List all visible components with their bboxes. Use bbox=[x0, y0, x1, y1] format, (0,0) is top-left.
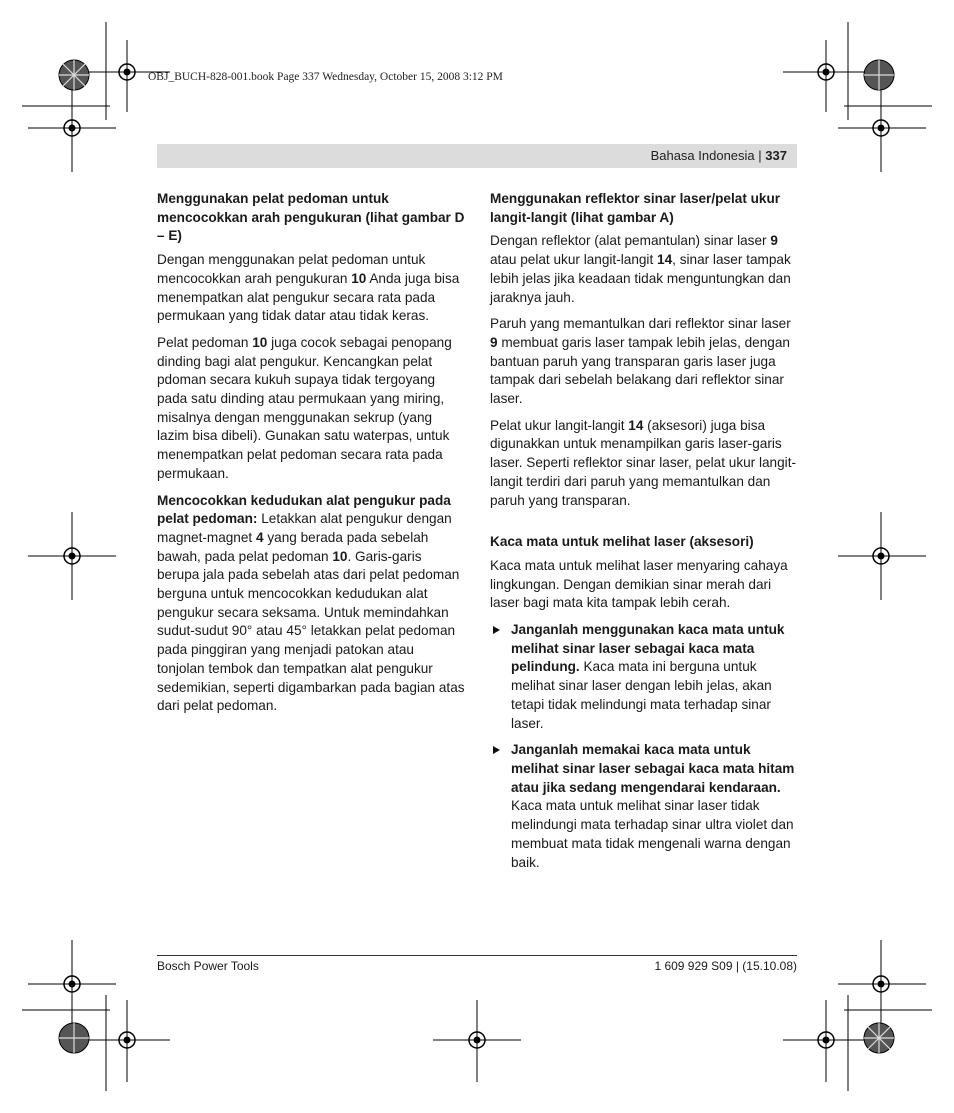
text-run: Dengan reflektor (alat pemantulan) sinar laser bbox=[490, 233, 771, 249]
warning-text: Kaca mata untuk melihat sinar laser tidak melindungi mata terhadap sinar ultra violet dan membuat mata tidak mengenali warna dengan baik. bbox=[511, 798, 794, 870]
warning-bold: Janganlah menggunakan kaca mata untuk melihat sinar laser sebagai kaca mata pelindung. bbox=[511, 622, 785, 675]
page-header bbox=[157, 144, 797, 168]
text-run: Pelat pedoman bbox=[157, 334, 253, 350]
text-run: (aksesori) juga bisa digunakkan untuk menampilkan garis laser-garis laser. Seperti reflektor sinar laser, pelat ukur langit-langit terdiri dari paruh yang memantulkan dan paruh yang transparan. bbox=[490, 417, 797, 508]
section-heading-pelat-pedoman: Menggunakan pelat pedoman untuk mencocokkan arah pengukuran (lihat gambar D – E) bbox=[157, 191, 465, 244]
header-separator: | bbox=[758, 148, 762, 163]
left-column bbox=[157, 190, 465, 724]
text-run: atau pelat ukur langit-langit bbox=[490, 252, 658, 268]
reference-number: 10 bbox=[351, 270, 367, 286]
page-number: 337 bbox=[765, 148, 787, 163]
reference-number: 14 bbox=[657, 252, 673, 268]
text-run: yang berada pada sebelah bawah, pada pelat pedoman bbox=[157, 529, 429, 564]
text-run: Pelat ukur langit-langit bbox=[490, 417, 629, 433]
section-heading-reflektor: Menggunakan reflektor sinar laser/pelat ukur langit-langit (lihat gambar A) bbox=[490, 191, 781, 225]
reference-number: 10 bbox=[332, 548, 348, 564]
header-text bbox=[651, 148, 787, 163]
paragraph bbox=[490, 232, 798, 307]
reference-number: 4 bbox=[256, 529, 264, 545]
footer-doc-number: 1 609 929 S09 | (15.10.08) bbox=[654, 959, 797, 973]
text-run: Paruh yang memantulkan dari reflektor sinar laser bbox=[490, 316, 791, 332]
section-heading-kaca-mata: Kaca mata untuk melihat laser (aksesori) bbox=[490, 534, 754, 550]
right-column bbox=[490, 190, 798, 880]
text-run: membuat garis laser tampak lebih jelas, dengan bantuan paruh yang transparan garis laser juga tampak dari sebelah belakang dari reflektor sinar laser. bbox=[490, 334, 790, 407]
triangle-bullet-icon bbox=[493, 746, 500, 754]
paragraph bbox=[157, 251, 465, 326]
reference-number: 9 bbox=[770, 233, 778, 249]
paragraph bbox=[490, 417, 798, 511]
reference-number: 9 bbox=[490, 334, 498, 350]
text-run: juga cocok sebagai penopang dinding bagi alat pengukur. Kencangkan pelat pdoman secara kukuh supaya tidak tergoyang pada satu dinding atau permukaan yang miring, misalnya dengan menggunakan sekrup (yang lazim bisa dibeli). Gunakan satu waterpas, untuk menempatkan pelat pedoman secara rata pada permukaan. bbox=[157, 334, 452, 481]
paragraph: Kaca mata untuk melihat laser menyaring cahaya lingkungan. Dengan demikian sinar merah dari laser bagi mata kita tampak lebih cerah. bbox=[490, 557, 788, 611]
print-info: OBJ_BUCH-828-001.book Page 337 Wednesday, October 15, 2008 3:12 PM bbox=[148, 71, 503, 83]
warning-bullet bbox=[490, 741, 798, 872]
footer-rule bbox=[157, 955, 797, 956]
warning-bullet bbox=[490, 621, 798, 733]
reference-number: 10 bbox=[252, 334, 268, 350]
footer-publisher: Bosch Power Tools bbox=[157, 959, 259, 973]
reference-number: 14 bbox=[628, 417, 644, 433]
text-run: Anda juga bisa menempatkan alat pengukur secara rata pada permukaan yang tidak datar atau tidak keras. bbox=[157, 270, 460, 324]
paragraph bbox=[157, 492, 465, 716]
paragraph bbox=[490, 315, 798, 409]
paragraph bbox=[157, 334, 465, 484]
warning-text: Kaca mata ini berguna untuk melihat sinar laser dengan lebih jelas, akan tetapi tidak melindungi mata terhadap sinar laser. bbox=[511, 659, 772, 731]
warning-bold: Janganlah memakai kaca mata untuk melihat sinar laser sebagai kaca mata hitam atau jika sedang mengendarai kendaraan. bbox=[511, 742, 795, 795]
triangle-bullet-icon bbox=[493, 626, 500, 634]
text-run: Letakkan alat pengukur dengan magnet-magnet bbox=[157, 511, 452, 545]
header-language: Bahasa Indonesia bbox=[650, 148, 755, 163]
text-run: , sinar laser tampak lebih jelas jika keadaan tidak menguntungkan dan jaraknya jauh. bbox=[490, 252, 791, 305]
text-run: Dengan menggunakan pelat pedoman untuk mencocokkan arah pengukuran bbox=[157, 252, 426, 286]
text-run: . Garis-garis berupa jala pada sebelah atas dari pelat pedoman berguna untuk mencocokkan kedudukan alat pengukur secara seksama. Untuk memindahkan sudut-sudut 90° atau 45° letakkan pelat pedoman pada pinggiran yang menjadi patokan atau tonjolan tembok dan tempatkan alat pengukur sedemikian, seperti digambarkan pada bagian atas dari pelat pedoman. bbox=[157, 548, 465, 714]
paragraph-lead: Mencocokkan kedudukan alat pengukur pada pelat pedoman: bbox=[157, 492, 451, 527]
